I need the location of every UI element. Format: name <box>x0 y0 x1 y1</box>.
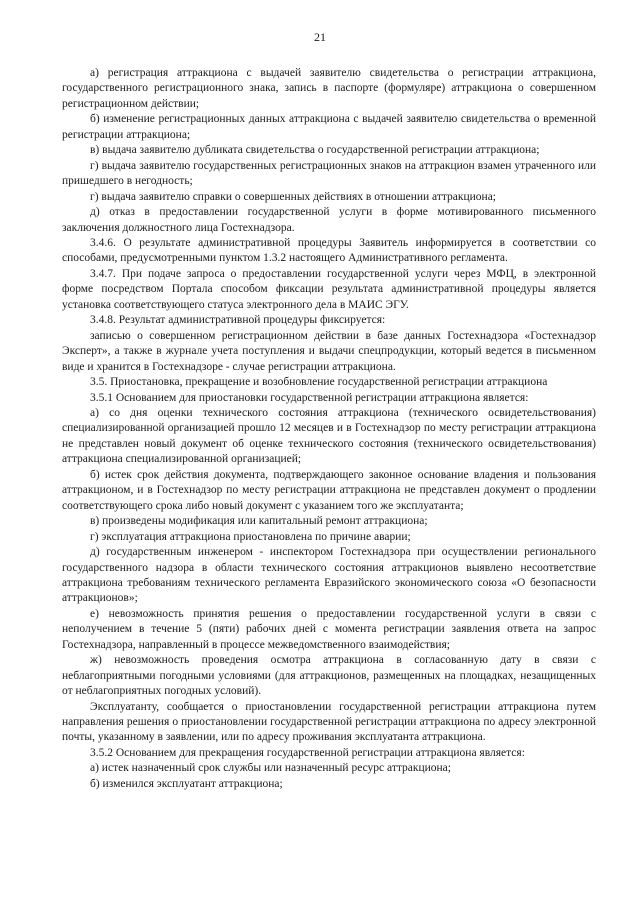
paragraph: 3.4.7. При подаче запроса о предоставлении государственной услуги через МФЦ, в электронной форме посредством Портала способом фиксации результата административной процедуры является установка соответствующего статуса электронного дела в МАИС ЭГУ. <box>62 267 596 311</box>
paragraph: а) истек назначенный срок службы или назначенный ресурс аттракциона; <box>90 762 451 775</box>
paragraph: б) истек срок действия документа, подтверждающего законное основание владения и пользования аттракционом, и в Гостехнадзор по месту регистрации аттракциона не представлен документ о продлении соответствующего срока либо новый документ с указанием того же эксплуатанта; <box>62 468 596 512</box>
paragraph: в) произведены модификация или капитальный ремонт аттракциона; <box>90 515 428 528</box>
paragraph: записью о совершенном регистрационном действии в базе данных Гостехнадзора «Гостехнадзор Эксперт», а также в журнале учета поступления и выдачи спецпродукции, который ведется в письменном виде и хранится в Гостехнадзоре - случае регистрации аттракциона. <box>62 329 596 373</box>
page-content <box>62 66 596 792</box>
paragraph: б) изменился эксплуатант аттракциона; <box>90 777 283 790</box>
paragraph: г) выдача заявителю государственных регистрационных знаков на аттракцион взамен утраченного или пришедшего в негодность; <box>62 159 596 188</box>
paragraph: д) отказ в предоставлении государственной услуги в форме мотивированного письменного заключения должностного лица Гостехнадзора. <box>62 206 596 234</box>
paragraph: е) невозможность принятия решения о предоставлении государственной услуги в связи с неполучением в течение 5 (пяти) рабочих дней с момента регистрации заявления ответа на запрос Гостехнадзора, направленный в процессе межведомственного взаимодействия; <box>62 607 596 651</box>
paragraph: 3.5.1 Основанием для приостановки государственной регистрации аттракциона является: <box>90 391 529 404</box>
paragraph: ж) невозможность проведения осмотра аттракциона в согласованную дату в связи с неблагоприятными погодными условиями (для аттракционов, размещенных на площадках, незащищенных от неблагоприятных погодных условий). <box>62 654 596 698</box>
section-heading: 3.5. Приостановка, прекращение и возобновление государственной регистрации аттракциона <box>90 376 548 389</box>
paragraph: Эксплуатанту, сообщается о приостановлении государственной регистрации аттракциона путем направления решения о приостановлении государственной регистрации аттракциона по адресу электронной почты, указанному в заявлении, или по адресу проживания эксплуатанта аттракциона. <box>62 700 596 744</box>
paragraph: г) выдача заявителю справки о совершенных действиях в отношении аттракциона; <box>90 190 496 203</box>
paragraph: 3.4.6. О результате административной процедуры Заявитель информируется в соответствии со способами, предусмотренными пунктом 1.3.2 настоящего Административного регламента. <box>62 236 596 265</box>
paragraph: д) государственным инженером - инспектором Гостехнадзора при осуществлении регионального государственного надзора в области технического состояния аттракционов выявлено несоответствие аттракциона требованиям технического регламента Евразийского экономического союза «О безопасности аттракционов»; <box>62 546 596 605</box>
paragraph: 3.4.8. Результат административной процедуры фиксируется: <box>90 314 386 327</box>
paragraph: б) изменение регистрационных данных аттракциона с выдачей заявителю свидетельства о временной регистрации аттракциона; <box>62 113 596 141</box>
paragraph: а) регистрация аттракциона с выдачей заявителю свидетельства о регистрации аттракциона, государственного регистрационного знака, запись в паспорте (формуляре) аттракциона о совершенном регистрационном действии; <box>62 67 596 110</box>
paragraph: 3.5.2 Основанием для прекращения государственной регистрации аттракциона является: <box>90 746 525 759</box>
page-number: 21 <box>314 30 326 44</box>
paragraph: г) эксплуатация аттракциона приостановлена по причине аварии; <box>90 530 411 543</box>
paragraph: в) выдача заявителю дубликата свидетельства о государственной регистрации аттракциона; <box>90 144 540 157</box>
paragraph: а) со дня оценки технического состояния аттракциона (технического освидетельствования) специализированной организацией прошло 12 месяцев и в Гостехнадзор по месту регистрации аттракциона не представлен новый документ об оценке технического состояния (технического освидетельствования) аттракциона специализированной организацией; <box>62 406 596 466</box>
